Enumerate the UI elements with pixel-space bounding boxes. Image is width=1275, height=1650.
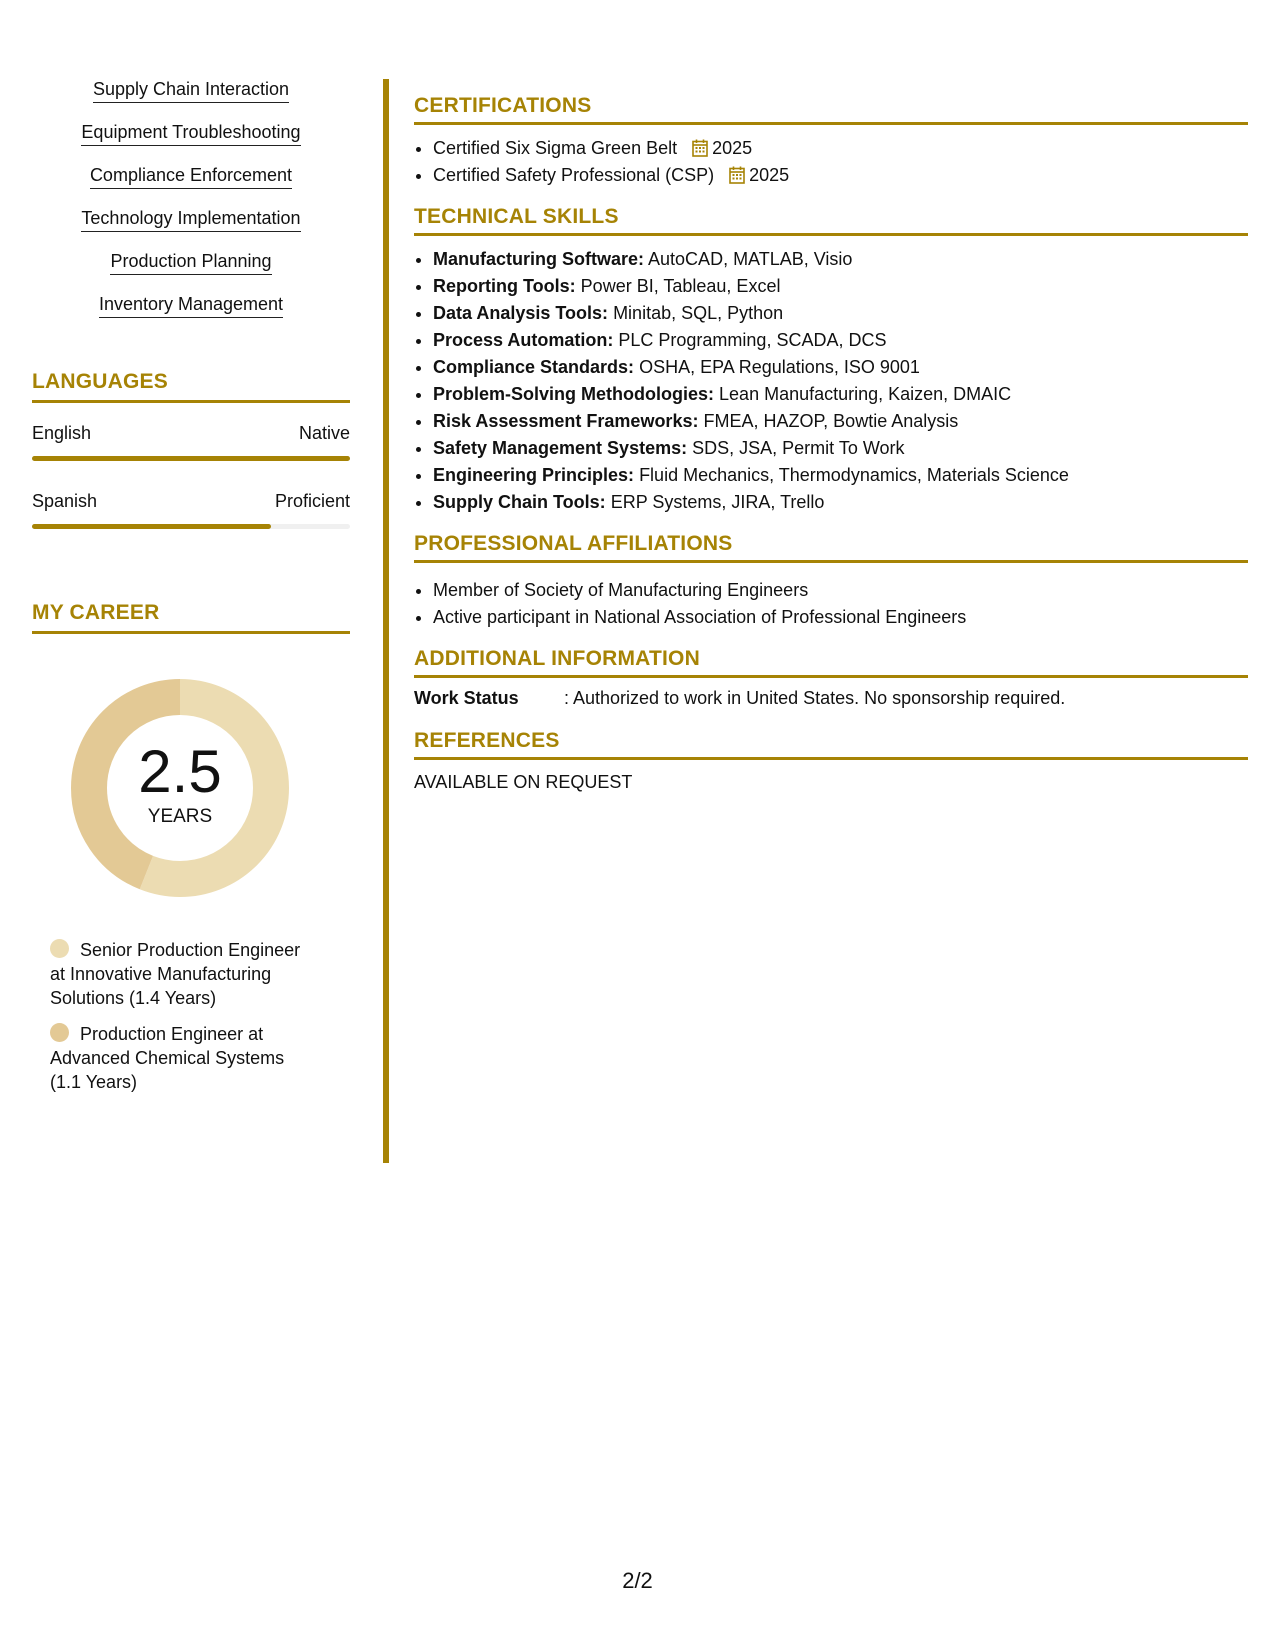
technical-skill-item xyxy=(433,246,1248,273)
technical-skills-heading: TECHNICAL SKILLS xyxy=(414,205,1248,236)
career-section xyxy=(32,601,350,1094)
career-legend xyxy=(32,938,350,1094)
language-level: Proficient xyxy=(274,491,350,511)
skill-values: FMEA, HAZOP, Bowtie Analysis xyxy=(703,411,959,431)
language-proficiency-bar xyxy=(32,524,350,529)
certification-name: Certified Safety Professional (CSP) xyxy=(433,165,715,185)
technical-skill-item xyxy=(433,381,1248,408)
skill-item: Compliance Enforcement xyxy=(90,164,292,189)
career-legend-item xyxy=(50,938,312,1010)
technical-skill-item xyxy=(433,408,1248,435)
affiliation-item: • Active participant in National Association of Professional Engineers xyxy=(433,604,1248,631)
skill-values: OSHA, EPA Regulations, ISO 9001 xyxy=(639,357,920,377)
skill-item: Technology Implementation xyxy=(81,207,300,232)
references-heading: REFERENCES xyxy=(414,729,1248,760)
skill-category: Engineering Principles: xyxy=(433,465,635,485)
calendar-icon xyxy=(729,166,745,184)
affiliations-section xyxy=(414,532,1248,631)
certification-item xyxy=(433,135,1248,162)
skill-item: Inventory Management xyxy=(99,293,283,318)
calendar-icon xyxy=(692,139,708,157)
work-status-label: Work Status xyxy=(414,688,519,708)
skill-category: Risk Assessment Frameworks: xyxy=(433,411,699,431)
skill-values: Fluid Mechanics, Thermodynamics, Materials Science xyxy=(639,465,1069,485)
affiliations-list xyxy=(414,577,1248,631)
skill-item: Supply Chain Interaction xyxy=(93,78,289,103)
skill-values: SDS, JSA, Permit To Work xyxy=(692,438,905,458)
technical-skill-item xyxy=(433,354,1248,381)
technical-skills-section xyxy=(414,205,1248,516)
technical-skill-item xyxy=(433,327,1248,354)
affiliations-heading: PROFESSIONAL AFFILIATIONS xyxy=(414,532,1248,563)
skill-category: Data Analysis Tools: xyxy=(433,303,609,323)
work-status-value: : Authorized to work in United States. No sponsorship required. xyxy=(564,688,1066,708)
languages-heading: LANGUAGES xyxy=(32,370,350,403)
legend-dot xyxy=(50,1023,69,1042)
skill-category: Process Automation: xyxy=(433,330,614,350)
skill-values: ERP Systems, JIRA, Trello xyxy=(610,492,825,512)
career-total-value: 2.5 xyxy=(138,738,222,805)
additional-info-section xyxy=(414,647,1248,709)
technical-skill-item xyxy=(433,435,1248,462)
career-role-label: Senior Production Engineer at Innovative Manufacturing Solutions (1.4 Years) xyxy=(50,940,301,1008)
languages-section xyxy=(32,370,350,529)
language-proficiency-fill xyxy=(32,456,350,461)
skill-item: Equipment Troubleshooting xyxy=(81,121,300,146)
skill-values: Minitab, SQL, Python xyxy=(613,303,784,323)
career-donut xyxy=(66,674,294,902)
work-status-row xyxy=(414,688,1248,709)
certification-year: 2025 xyxy=(712,138,753,158)
skill-category: Problem-Solving Methodologies: xyxy=(433,384,715,404)
technical-skill-item xyxy=(433,489,1248,516)
references-section xyxy=(414,729,1248,793)
career-heading: MY CAREER xyxy=(32,601,350,634)
page-number: 2/2 xyxy=(622,1568,653,1593)
certification-name: Certified Six Sigma Green Belt xyxy=(433,138,678,158)
references-text: AVAILABLE ON REQUEST xyxy=(414,772,633,792)
language-name: English xyxy=(32,423,92,443)
language-entry xyxy=(32,491,350,529)
skill-item: Production Planning xyxy=(110,250,271,275)
skill-category: Reporting Tools: xyxy=(433,276,576,296)
skill-category: Safety Management Systems: xyxy=(433,438,688,458)
technical-skills-list xyxy=(414,246,1248,516)
technical-skill-item xyxy=(433,462,1248,489)
right-column xyxy=(414,94,1248,809)
skill-values: Lean Manufacturing, Kaizen, DMAIC xyxy=(719,384,1012,404)
technical-skill-item xyxy=(433,300,1248,327)
skill-values: AutoCAD, MATLAB, Visio xyxy=(648,249,853,269)
language-proficiency-fill xyxy=(32,524,271,529)
certifications-list xyxy=(414,135,1248,189)
certification-year: 2025 xyxy=(749,165,790,185)
language-proficiency-bar xyxy=(32,456,350,461)
skills-list xyxy=(32,78,350,336)
language-entry xyxy=(32,423,350,461)
language-name: Spanish xyxy=(32,491,98,511)
certifications-section xyxy=(414,94,1248,189)
career-role-label: Production Engineer at Advanced Chemical Systems (1.1 Years) xyxy=(50,1024,285,1092)
additional-info-heading: ADDITIONAL INFORMATION xyxy=(414,647,1248,678)
skill-category: Manufacturing Software: xyxy=(433,249,645,269)
skill-values: PLC Programming, SCADA, DCS xyxy=(618,330,887,350)
skill-category: Compliance Standards: xyxy=(433,357,635,377)
legend-dot xyxy=(50,939,69,958)
skill-values: Power BI, Tableau, Excel xyxy=(580,276,781,296)
left-column xyxy=(32,78,350,1106)
skill-category: Supply Chain Tools: xyxy=(433,492,606,512)
career-legend-item xyxy=(50,1022,312,1094)
certification-item xyxy=(433,162,1248,189)
certifications-heading: CERTIFICATIONS xyxy=(414,94,1248,125)
column-divider xyxy=(383,79,389,1163)
affiliation-item: • Member of Society of Manufacturing Engineers xyxy=(433,577,1248,604)
language-level: Native xyxy=(298,423,350,443)
technical-skill-item xyxy=(433,273,1248,300)
career-total-unit: YEARS xyxy=(147,806,213,827)
